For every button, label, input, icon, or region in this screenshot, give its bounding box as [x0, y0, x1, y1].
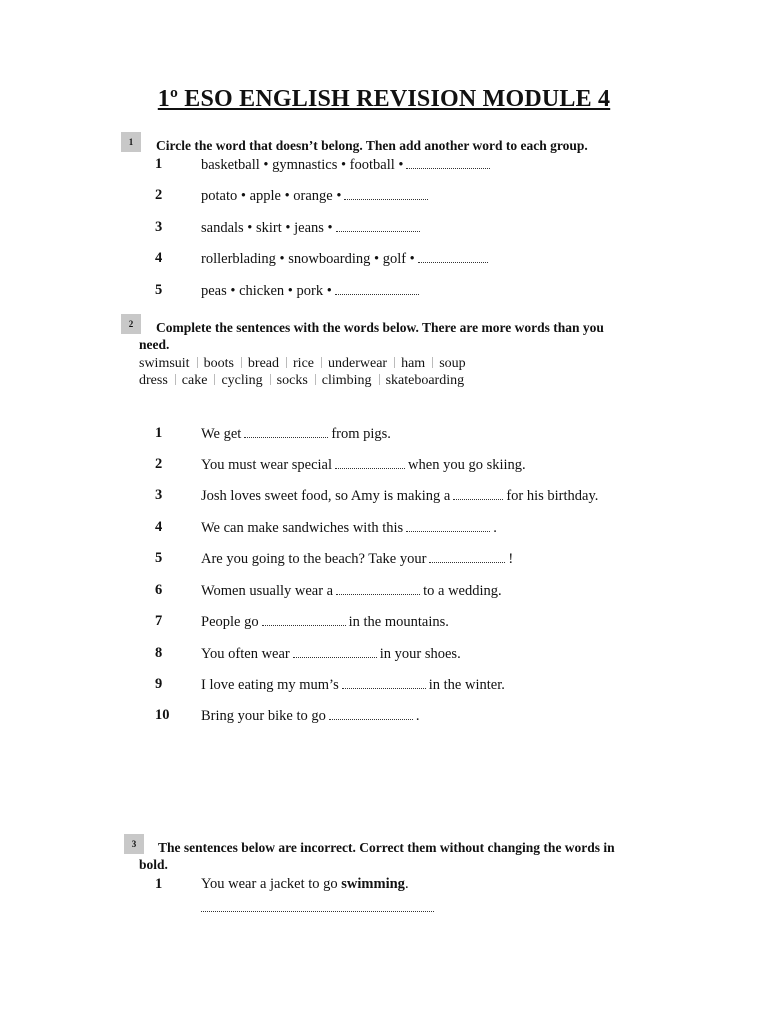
- item-number: 3: [155, 487, 163, 503]
- word-separator: [286, 357, 287, 368]
- item-number: 6: [155, 582, 163, 598]
- item-number: 5: [155, 282, 163, 298]
- answer-blank[interactable]: [344, 187, 428, 200]
- word-group: peas • chicken • pork •: [201, 283, 332, 299]
- answer-blank[interactable]: [342, 676, 426, 689]
- word-bank-item: rice: [293, 356, 314, 371]
- word-group: potato • apple • orange •: [201, 188, 342, 204]
- item-number: 3: [155, 219, 163, 235]
- sentence-end: .: [404, 876, 409, 892]
- sentence-start: Bring your bike to go: [201, 708, 326, 724]
- word-bank-item: cake: [181, 373, 208, 388]
- sentence-end: !: [508, 551, 514, 567]
- answer-blank[interactable]: [418, 250, 488, 263]
- word-bank-item: climbing: [321, 373, 372, 388]
- sentence-end: to a wedding.: [423, 583, 502, 599]
- item-number: 1: [155, 425, 163, 441]
- item-number: 1: [155, 876, 163, 892]
- sentence-start: I love eating my mum’s: [201, 677, 339, 693]
- item-number: 9: [155, 676, 163, 692]
- answer-line[interactable]: [201, 911, 434, 912]
- word-bank-item: swimsuit: [139, 356, 190, 371]
- sentence-end: .: [493, 520, 497, 536]
- sentence-end: from pigs.: [331, 426, 391, 442]
- answer-blank[interactable]: [329, 707, 413, 720]
- word-separator: [432, 357, 433, 368]
- word-bank-item: soup: [439, 356, 466, 371]
- word-separator: [394, 357, 395, 368]
- sentence-start: Are you going to the beach? Take your: [201, 551, 427, 567]
- item-number: 4: [155, 519, 163, 535]
- item-number: 4: [155, 250, 163, 266]
- word-separator: [379, 374, 380, 385]
- answer-blank[interactable]: [244, 425, 328, 438]
- item-number: 8: [155, 645, 163, 661]
- answer-blank[interactable]: [336, 582, 420, 595]
- word-bank-item: socks: [276, 373, 308, 388]
- word-separator: [270, 374, 271, 385]
- word-bank-item: ham: [401, 356, 426, 371]
- section-2-instruction-cont: need.: [139, 337, 170, 352]
- answer-blank[interactable]: [453, 487, 503, 500]
- sentence-end: in your shoes.: [379, 646, 461, 662]
- word-group: rollerblading • snowboarding • golf •: [201, 251, 415, 267]
- answer-blank[interactable]: [406, 156, 490, 169]
- page-title: 1º ESO ENGLISH REVISION MODULE 4: [157, 86, 611, 112]
- section-2-instruction: Complete the sentences with the words below. There are more words than you: [156, 320, 604, 335]
- word-bank-item: cycling: [221, 373, 263, 388]
- bold-word: swimming: [341, 876, 405, 892]
- word-bank-item: dress: [139, 373, 168, 388]
- sentence-start: You often wear: [201, 646, 290, 662]
- sentence-end: when you go skiing.: [408, 457, 526, 473]
- item-number: 2: [155, 456, 163, 472]
- sentence-end: in the mountains.: [348, 614, 449, 630]
- word-bank-item: boots: [203, 356, 234, 371]
- sentence-start: Women usually wear a: [201, 583, 334, 599]
- item-number: 10: [155, 707, 170, 723]
- word-group: basketball • gymnastics • football •: [201, 157, 404, 173]
- sentence-end: in the winter.: [428, 677, 505, 693]
- answer-blank[interactable]: [335, 456, 405, 469]
- item-number: 7: [155, 613, 163, 629]
- item-number: 2: [155, 187, 163, 203]
- section-3-instruction-cont: bold.: [139, 857, 168, 872]
- word-bank-row-1: [139, 356, 466, 372]
- item-number: 5: [155, 550, 163, 566]
- answer-blank[interactable]: [406, 519, 490, 532]
- word-separator: [197, 357, 198, 368]
- word-separator: [315, 374, 316, 385]
- sentence-end: .: [415, 708, 420, 724]
- answer-blank[interactable]: [336, 219, 420, 232]
- sentence-start: You wear a jacket to go: [201, 876, 342, 892]
- answer-blank[interactable]: [293, 645, 377, 658]
- sentence-start: You must wear special: [201, 457, 333, 473]
- word-separator: [321, 357, 322, 368]
- answer-blank[interactable]: [429, 550, 505, 563]
- sentence-start: We can make sandwiches with this: [201, 520, 404, 536]
- sentence-start: Josh loves sweet food, so Amy is making a: [201, 488, 451, 504]
- word-bank-item: underwear: [328, 356, 388, 371]
- sentence-end: for his birthday.: [506, 488, 599, 504]
- answer-blank[interactable]: [262, 613, 346, 626]
- section-1-instruction: Circle the word that doesn’t belong. Then add another word to each group.: [156, 138, 588, 153]
- word-separator: [214, 374, 215, 385]
- answer-blank[interactable]: [335, 282, 419, 295]
- item-number: 1: [155, 156, 163, 172]
- word-group: sandals • skirt • jeans •: [201, 220, 333, 236]
- word-separator: [241, 357, 242, 368]
- word-separator: [175, 374, 176, 385]
- sentence-start: People go: [201, 614, 259, 630]
- section-1-number-badge: 1: [121, 132, 141, 152]
- word-bank-item: bread: [247, 356, 280, 371]
- word-bank-row-2: [139, 373, 464, 389]
- section-3-instruction: The sentences below are incorrect. Correct them without changing the words in: [158, 840, 615, 855]
- sentence-start: We get: [201, 426, 242, 442]
- word-bank-item: skateboarding: [385, 373, 465, 388]
- section-2-number-badge: 2: [121, 314, 141, 334]
- section-3-number-badge: 3: [124, 834, 144, 854]
